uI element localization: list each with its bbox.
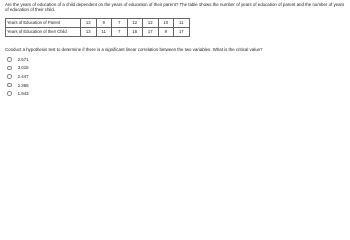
table-cell: 13 xyxy=(81,19,97,28)
table-cell: 17 xyxy=(143,28,159,37)
choice-label: 3.015 xyxy=(17,65,29,71)
table-cell: 10 xyxy=(158,19,174,28)
radio-button[interactable] xyxy=(7,57,12,62)
table-cell: 9 xyxy=(96,19,112,28)
choice-option[interactable] xyxy=(7,89,29,98)
table-cell: 17 xyxy=(174,28,190,37)
choice-option[interactable] xyxy=(7,72,29,81)
table-row xyxy=(6,19,190,28)
radio-button[interactable] xyxy=(7,66,12,71)
table-cell: 13 xyxy=(81,28,97,37)
choice-option[interactable] xyxy=(7,64,29,73)
choice-label: 2.447 xyxy=(17,73,29,79)
choice-label: 2.365 xyxy=(17,82,29,88)
radio-button[interactable] xyxy=(7,91,12,96)
table-row xyxy=(6,28,190,37)
table-cell: 12 xyxy=(127,19,143,28)
row-label: Years of Education of Parent xyxy=(6,19,81,28)
prompt-text: Conduct a hypothesis test to determine if there is a significant linear correlation between the two variables. What is the critical value? xyxy=(5,47,263,52)
table-cell: 7 xyxy=(112,19,128,28)
data-table xyxy=(5,18,190,37)
question-text: Are the years of education of a child dependent on the years of education of their parent? The table shows the number of years of education of parent and the number of years of education of their child. xyxy=(5,2,345,13)
table-cell: 7 xyxy=(112,28,128,37)
table-cell: 9 xyxy=(158,28,174,37)
table-cell: 11 xyxy=(174,19,190,28)
answer-choices xyxy=(7,55,29,98)
radio-button[interactable] xyxy=(7,74,12,79)
table-cell: 12 xyxy=(143,19,159,28)
choice-label: 1.943 xyxy=(17,91,29,97)
row-label: Years of Education of their Child xyxy=(6,28,81,37)
choice-label: 2.571 xyxy=(17,56,29,62)
table-cell: 16 xyxy=(127,28,143,37)
radio-button[interactable] xyxy=(7,83,12,88)
table-cell: 11 xyxy=(96,28,112,37)
choice-option[interactable] xyxy=(7,81,29,90)
choice-option[interactable] xyxy=(7,55,29,64)
